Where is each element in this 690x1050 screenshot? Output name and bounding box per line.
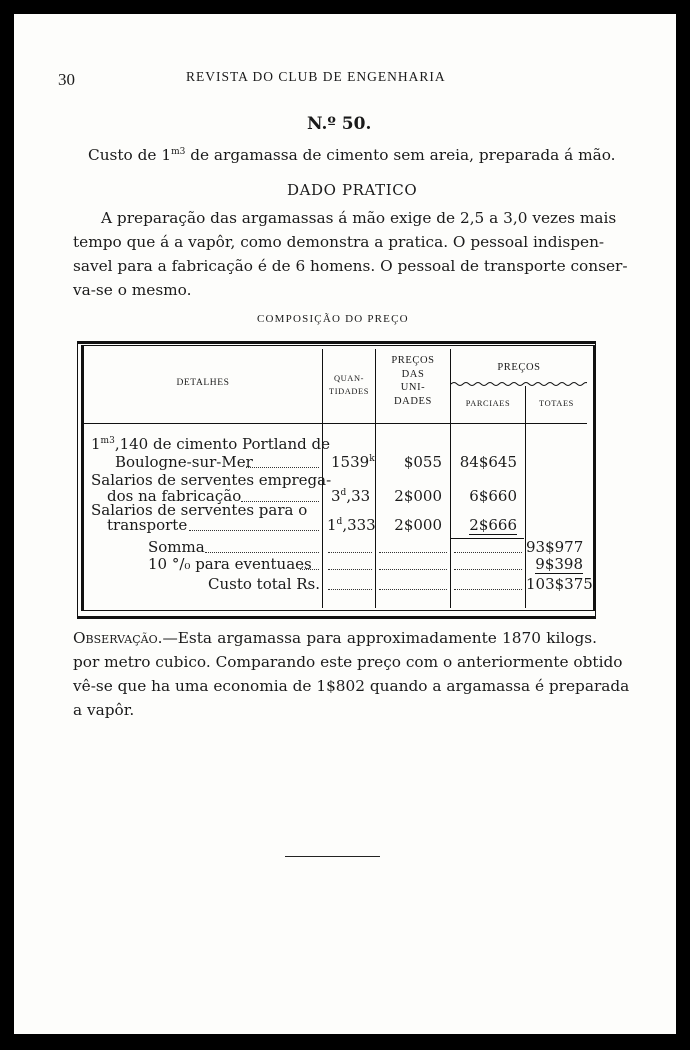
sum-rule <box>451 538 524 539</box>
quantity-cell: 3$^d$,33 <box>331 487 371 505</box>
table-row-detail: Salarios de serventes emprega- <box>91 471 332 489</box>
header-precos-unidades: PREÇOS DAS UNI- DADES <box>391 355 435 407</box>
summary-label: 10 °/₀ para eventuaes <box>148 555 312 573</box>
leader-dots <box>454 552 522 554</box>
leader-dots <box>379 589 447 591</box>
paragraph-line: vê-se que ha uma economia de 1$802 quando a argamassa é preparada <box>73 677 630 695</box>
column-divider <box>450 349 451 608</box>
header-detalhes: DETALHES <box>176 378 230 388</box>
leader-dots <box>300 569 319 571</box>
leader-dots <box>189 530 319 532</box>
table-row-detail: transporte <box>107 516 188 534</box>
observation-label: Observação. <box>73 629 163 647</box>
table-row-detail: Boulogne-sur-Mer <box>115 453 253 471</box>
header-precos: PREÇOS <box>497 362 541 373</box>
table-row-detail: $1^{m3},140$ de cimento Portland de <box>91 435 330 453</box>
summary-label: Somma <box>148 538 205 556</box>
partial-price-cell: 6$660 <box>469 487 517 505</box>
header-parciaes: PARCIAES <box>465 399 511 408</box>
quantity-cell: 1539$^k$ <box>331 453 375 471</box>
table-title: COMPOSIÇÃO DO PREÇO <box>257 313 409 325</box>
header-quantidades: QUAN- TIDADES <box>328 374 370 396</box>
intro-paragraph <box>73 206 628 302</box>
leader-dots <box>246 467 319 469</box>
leader-dots <box>328 552 372 554</box>
observation-paragraph <box>73 626 630 722</box>
leader-dots <box>454 589 522 591</box>
leader-dots <box>454 569 522 571</box>
paragraph-line: A preparação das argamassas á mão exige de 2,5 a 3,0 vezes mais <box>101 209 617 227</box>
unit-price-cell: 2$000 <box>394 487 442 505</box>
article-number: N.º 50. <box>307 114 372 134</box>
header-rule <box>84 423 587 424</box>
partial-price-cell: 2$666 <box>469 516 517 534</box>
page-number: 30 <box>58 70 75 89</box>
paragraph-line: tempo que á a vapôr, como demonstra a pratica. O pessoal indispen- <box>73 233 605 251</box>
wavy-rule <box>451 381 587 387</box>
leader-dots <box>328 589 372 591</box>
table-row-detail: dos na fabricação <box>107 487 242 505</box>
paragraph-line: savel para a fabricação é de 6 homens. O pessoal de transporte conser- <box>73 257 628 275</box>
footer-rule <box>285 856 380 857</box>
header-totaes: TOTAES <box>539 399 574 408</box>
article-subtitle: Custo de $1^{m3}$ de argamassa de cimento sem areia, preparada á mão. <box>88 146 616 164</box>
paragraph-line: Observação.—Esta argamassa para approximadamente 1870 kilogs. <box>73 629 597 647</box>
leader-dots <box>205 552 319 554</box>
paragraph-line: por metro cubico. Comparando este preço com o anteriormente obtido <box>73 653 623 671</box>
leader-dots <box>328 569 372 571</box>
running-title: REVISTA DO CLUB DE ENGENHARIA <box>186 69 446 84</box>
quantity-cell: 1$^d$,333 <box>327 516 376 534</box>
paragraph-line: a vapôr. <box>73 701 135 719</box>
unit-price-cell: 2$000 <box>394 516 442 534</box>
leader-dots <box>379 552 447 554</box>
summary-label: Custo total Rs. <box>208 575 321 593</box>
partial-price-cell: 84$645 <box>459 453 517 471</box>
table-row-detail: Salarios de serventes para o <box>91 501 308 519</box>
summary-total: 9$398 <box>535 555 583 573</box>
unit-price-cell: $055 <box>403 453 442 471</box>
leader-dots <box>379 569 447 571</box>
summary-total: 103$375 <box>526 575 593 593</box>
section-heading: DADO PRATICO <box>287 181 418 199</box>
summary-total: 93$977 <box>526 538 584 556</box>
paragraph-line: va-se o mesmo. <box>73 281 192 299</box>
